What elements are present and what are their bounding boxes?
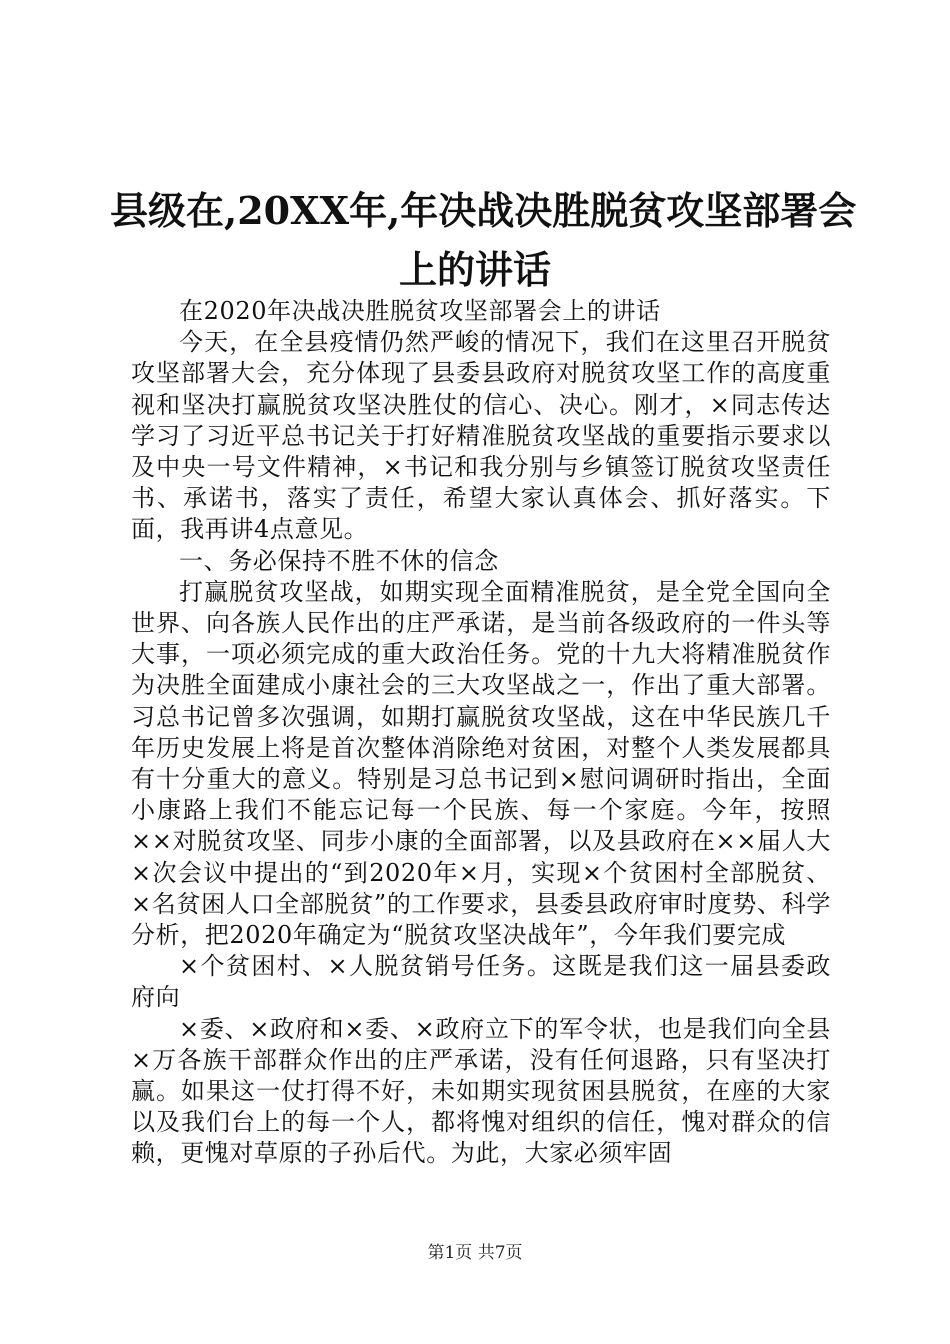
body-paragraph: 打赢脱贫攻坚战，如期实现全面精准脱贫，是全党全国向全世界、向各族人民作出的庄严承诺，是当前各级政府的一件头等大事，一项必须完成的重大政治任务。党的十九大将精准脱贫作为决胜全面建成小康社会的三大攻坚战之一，作出了重大部署。习总书记曾多次强调，如期打赢脱贫攻坚战，这在中华民族几千年历史发展上将是首次整体消除绝对贫困，对整个人类发展都具有十分重大的意义。特别是习总书记到×慰问调研时指出，全面小康路上我们不能忘记每一个民族、每一个家庭。今年，按照××对脱贫攻坚、同步小康的全面部署，以及县政府在××届人大×次会议中提出的“到2020年×月，实现×个贫困村全部脱贫、×名贫困人口全部脱贫”的工作要求，县委县政府审时度势、科学分析，把2020年确定为“脱贫攻坚决战年”，今年我们要完成 [131,577,831,950]
section-heading: 一、务必保持不胜不休的信念 [179,546,499,575]
subtitle-paragraph: 在2020年决战决胜脱贫攻坚部署会上的讲话 [179,297,661,325]
document-title-line-2: 上的讲话 [398,247,551,292]
body-paragraph: ×委、×政府和×委、×政府立下的军令状，也是我们向全县×万各族干部群众作出的庄严承诺，没有任何退路，只有坚决打赢。如果这一仗打得不好，未如期实现贫困县脱贫，在座的大家以及我们台上的每一个人，都将愧对组织的信任，愧对群众的信赖，更愧对草原的子孙后代。为此，大家必须牢固 [131,1014,831,1168]
body-paragraph: ×个贫困村、×人脱贫销号任务。这既是我们这一届县委政府向 [131,952,831,1012]
document-title-line-1: 县级在,20XX年,年决战决胜脱贫攻坚部署会 [110,188,857,233]
body-paragraph: 今天，在全县疫情仍然严峻的情况下，我们在这里召开脱贫攻坚部署大会，充分体现了县委县政府对脱贫攻坚工作的高度重视和坚决打赢脱贫攻坚决胜仗的信心、决心。刚才，×同志传达学习了习近平总书记关于打好精准脱贫攻坚战的重要指示要求以及中央一号文件精神，×书记和我分别与乡镇签订脱贫攻坚责任书、承诺书，落实了责任，希望大家认真体会、抓好落实。下面，我再讲4点意见。 [131,328,831,544]
page-footer: 第1页 共7页 [427,1243,523,1263]
document-body [131,296,831,1170]
